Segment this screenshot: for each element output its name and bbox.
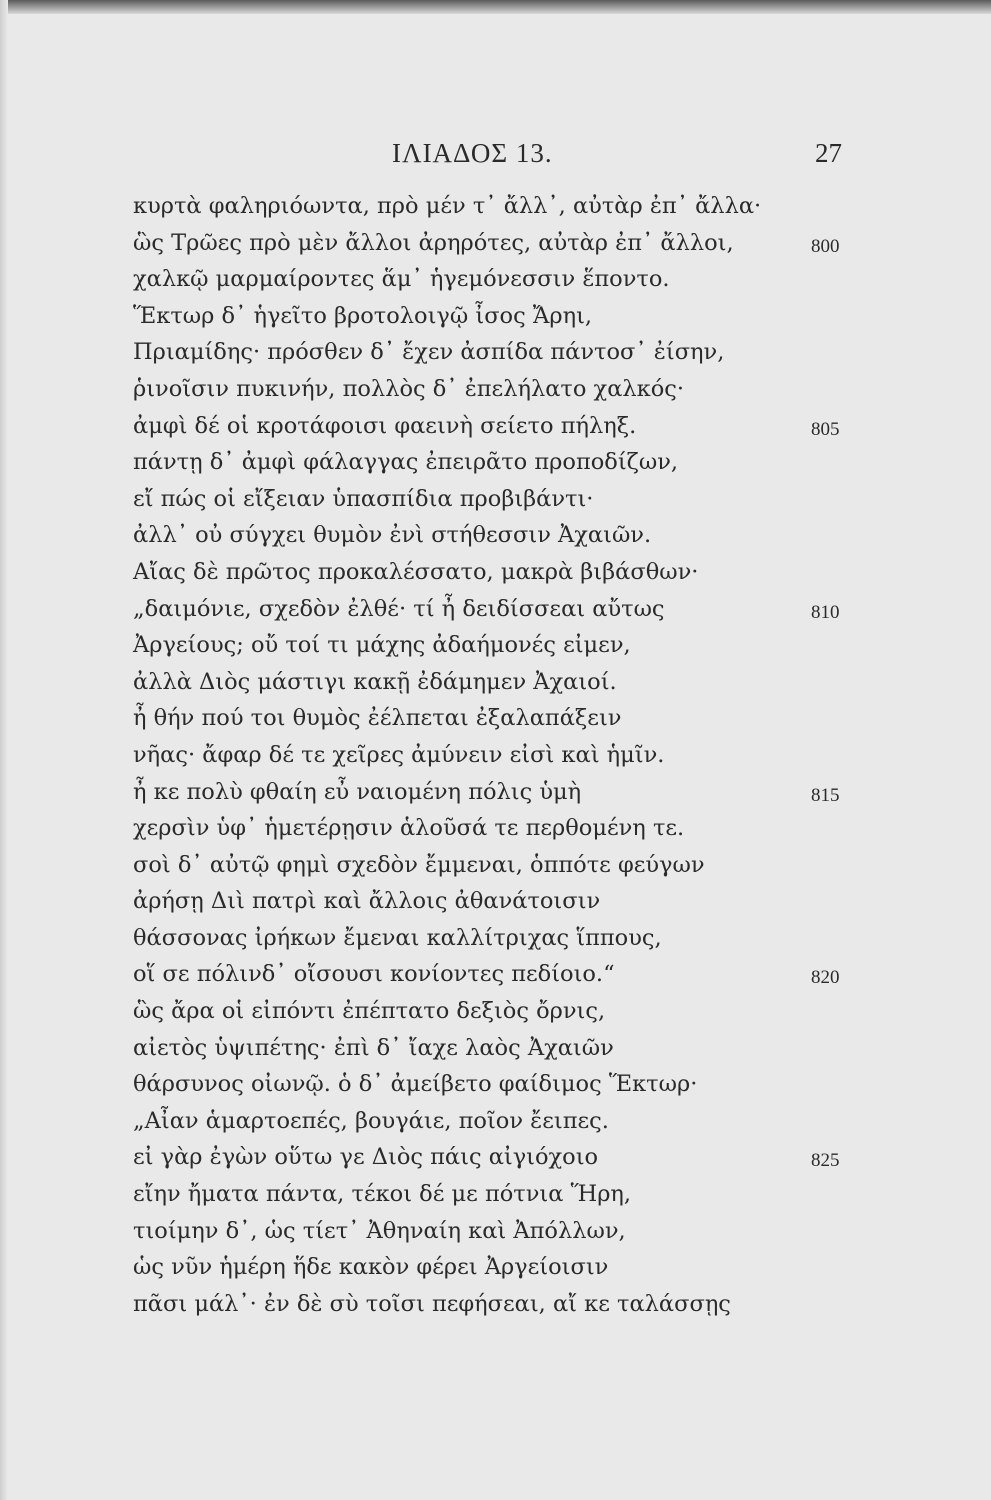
line-number: 805 [811,418,840,440]
verse-line [133,261,853,298]
verse-text: νῆας· ἄφαρ δέ τε χεῖρες ἀμύνειν εἰσὶ καὶ ἡμῖν. [133,741,665,768]
verse-text: θάρσυνος οἰωνῷ. ὁ δ᾽ ἀμείβετο φαίδιμος Ἕκτωρ· [133,1071,698,1098]
verse-text: ἀλλ᾽ οὐ σύγχει θυμὸν ἐνὶ στήθεσσιν Ἀχαιῶν. [133,522,652,549]
verse-text: ῥινοῖσιν πυκινήν, πολλὸς δ᾽ ἐπελήλατο χαλκός· [133,375,685,402]
verse-text: σοὶ δ᾽ αὐτῷ φημὶ σχεδὸν ἔμμεναι, ὁππότε φεύγων [133,851,705,878]
verse-line [133,956,853,993]
page-top-edge [0,0,991,14]
verse-text: ἀμφὶ δέ οἱ κροτάφοισι φαεινὴ σείετο πήληξ. [133,412,637,439]
verse-text: τιοίμην δ᾽, ὡς τίετ᾽ Ἀθηναίη καὶ Ἀπόλλων, [133,1217,626,1244]
verse-line [133,188,853,225]
verse-line [133,737,853,774]
verse-line [133,883,853,920]
line-number: 800 [811,235,840,257]
verse-line [133,1030,853,1067]
verse-text: αἰετὸς ὑψιπέτης· ἐπὶ δ᾽ ἴαχε λαὸς Ἀχαιῶν [133,1034,614,1061]
verse-text: ἀρήσῃ Διὶ πατρὶ καὶ ἄλλοις ἀθανάτοισιν [133,888,601,915]
verse-line [133,517,853,554]
verse-text: ἦ θήν πού τοι θυμὸς ἐέλπεται ἐξαλαπάξειν [133,705,622,732]
verse-line [133,408,853,445]
verse-line [133,591,853,628]
line-number: 815 [811,784,840,806]
verse-text: Πριαμίδης· πρόσθεν δ᾽ ἔχεν ἀσπίδα πάντοσ᾽ ἐίσην, [133,339,725,366]
verse-line [133,371,853,408]
verse-text: πάντῃ δ᾽ ἀμφὶ φάλαγγας ἐπειρᾶτο προποδίζων, [133,449,679,476]
verse-line [133,920,853,957]
verse-text: εἴην ἤματα πάντα, τέκοι δέ με πότνια Ἥρη, [133,1181,632,1208]
verse-text: Ἀργείους; οὔ τοί τι μάχης ἀδαήμονές εἰμεν, [133,632,631,659]
verse-line [133,1213,853,1250]
verse-line [133,1249,853,1286]
verse-line [133,627,853,664]
verse-text: Αἴας δὲ πρῶτος προκαλέσσατο, μακρὰ βιβάσθων· [133,558,699,585]
verse-line [133,847,853,884]
verse-text: χαλκῷ μαρμαίροντες ἅμ᾽ ἡγεμόνεσσιν ἕποντο. [133,266,670,293]
verse-line [133,334,853,371]
line-number: 810 [811,601,840,623]
verse-line [133,664,853,701]
verse-line [133,1103,853,1140]
verse-line [133,774,853,811]
verse-line [133,1176,853,1213]
verse-text: ὡς νῦν ἡμέρη ἥδε κακὸν φέρει Ἀργείοισιν [133,1254,609,1281]
verse-line [133,1066,853,1103]
verse-line [133,444,853,481]
verse-text: „Αἶαν ἁμαρτοεπές, βουγάιε, ποῖον ἔειπες. [133,1107,609,1134]
verse-text: οἵ σε πόλινδ᾽ οἴσουσι κονίοντες πεδίοιο.“ [133,961,615,988]
verse-text: πᾶσι μάλ᾽· ἐν δὲ σὺ τοῖσι πεφήσεαι, αἴ κε ταλάσσῃς [133,1290,731,1317]
verse-text: εἴ πώς οἱ εἴξειαν ὑπασπίδια προβιβάντι· [133,485,594,512]
verse-line [133,1139,853,1176]
verse-line [133,298,853,335]
line-number: 820 [811,967,840,989]
verse-line [133,225,853,262]
verse-text: ἀλλὰ Διὸς μάστιγι κακῇ ἐδάμημεν Ἀχαιοί. [133,668,617,695]
page-header [0,138,991,178]
line-number: 825 [811,1150,840,1172]
verse-text: εἰ γὰρ ἐγὼν οὕτω γε Διὸς πάις αἰγιόχοιο [133,1144,599,1171]
verse-text: „δαιμόνιε, σχεδὸν ἐλθέ· τί ἦ δειδίσσεαι αὔτως [133,595,665,622]
verse-line [133,481,853,518]
verse-text: κυρτὰ φαληριόωντα, πρὸ μέν τ᾽ ἄλλ᾽, αὐτὰρ ἐπ᾽ ἄλλα· [133,193,762,219]
verse-text: χερσὶν ὑφ᾽ ἡμετέρῃσιν ἁλοῦσά τε περθομένη τε. [133,815,685,842]
verse-text: Ἕκτωρ δ᾽ ἡγεῖτο βροτολοιγῷ ἶσος Ἄρηι, [133,302,593,329]
verse-text: ὣς Τρῶες πρὸ μὲν ἄλλοι ἀρηρότες, αὐτὰρ ἐπ᾽ ἄλλοι, [133,229,734,256]
verse-line [133,1286,853,1323]
verse-line [133,993,853,1030]
verse-block [133,188,853,1322]
running-title: ΙΛΙΑΔΟΣ 13. [392,138,553,168]
page-left-shadow [0,0,8,1500]
verse-line [133,554,853,591]
verse-text: ὣς ἄρα οἱ εἰπόντι ἐπέπτατο δεξιὸς ὄρνις, [133,998,606,1025]
verse-line [133,810,853,847]
verse-line [133,700,853,737]
page-number: 27 [815,138,842,168]
verse-text: ἦ κε πολὺ φθαίη εὖ ναιομένη πόλις ὑμὴ [133,778,582,805]
verse-text: θάσσονας ἰρήκων ἔμεναι καλλίτριχας ἵππους, [133,924,662,951]
